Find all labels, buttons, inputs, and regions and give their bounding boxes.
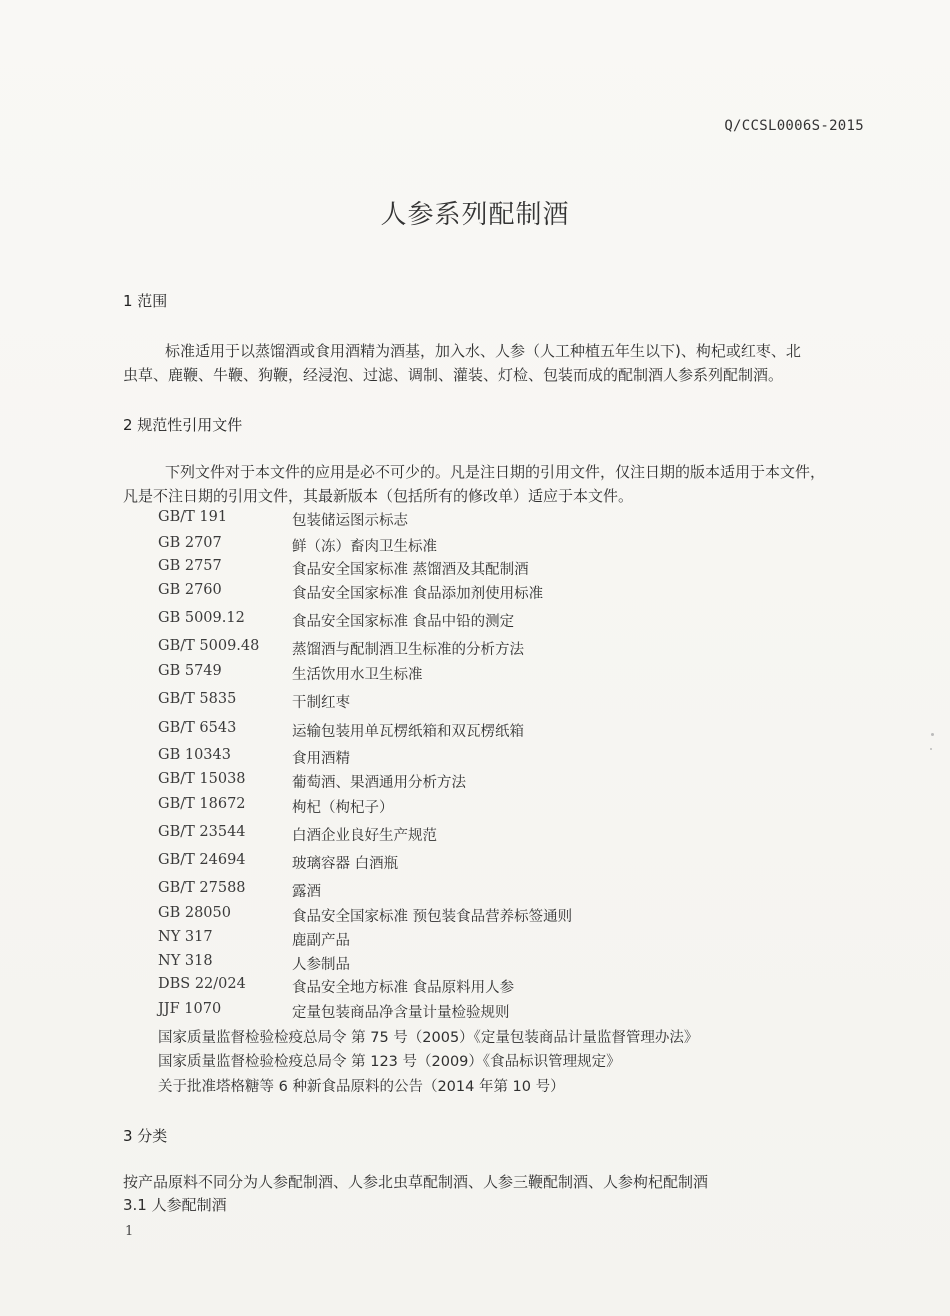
reference-title: 葡萄酒、果酒通用分析方法 xyxy=(292,775,466,791)
reference-title: 定量包装商品净含量计量检验规则 xyxy=(292,1005,510,1021)
section-1-paragraph-line-2: 虫草、鹿鞭、牛鞭、狗鞭，经浸泡、过滤、调制、灌装、灯检、包装而成的配制酒人参系列配制酒。 xyxy=(123,366,784,384)
section-2-intro-line-1: 下列文件对于本文件的应用是必不可少的。凡是注日期的引用文件，仅注日期的版本适用于本文件， xyxy=(165,463,826,481)
reference-code: NY 317 xyxy=(158,929,213,945)
reference-code: GB 2757 xyxy=(158,558,222,574)
page-number: 1 xyxy=(125,1224,134,1239)
section-2-intro-line-2: 凡是不注日期的引用文件，其最新版本（包括所有的修改单）适应于本文件。 xyxy=(123,487,634,505)
reference-title: 食品安全地方标准 食品原料用人参 xyxy=(292,980,515,996)
reference-title: 包装储运图示标志 xyxy=(292,513,408,529)
reference-code: GB/T 15038 xyxy=(158,771,246,787)
section-2-heading: 2 规范性引用文件 xyxy=(123,416,243,434)
reference-code: GB/T 5009.48 xyxy=(158,638,260,654)
section-3-line-1: 按产品原料不同分为人参配制酒、人参北虫草配制酒、人参三鞭配制酒、人参枸杞配制酒 xyxy=(123,1173,709,1191)
reference-title: 人参制品 xyxy=(292,957,350,973)
reference-code: GB 5009.12 xyxy=(158,610,245,626)
reference-code: GB 2707 xyxy=(158,535,222,551)
reference-title: 食品安全国家标准 食品中铅的测定 xyxy=(292,614,515,630)
decree-line: 关于批准塔格糖等 6 种新食品原料的公告（2014 年第 10 号） xyxy=(158,1079,565,1095)
scan-speck xyxy=(930,748,932,750)
reference-title: 食品安全国家标准 蒸馏酒及其配制酒 xyxy=(292,562,529,578)
reference-title: 露酒 xyxy=(292,884,321,900)
section-3-heading: 3 分类 xyxy=(123,1127,168,1145)
reference-code: GB 10343 xyxy=(158,747,231,763)
document-title: 人参系列配制酒 xyxy=(380,200,570,230)
scan-speck xyxy=(931,733,934,736)
reference-code: GB/T 18672 xyxy=(158,796,246,812)
reference-title: 食用酒精 xyxy=(292,751,350,767)
reference-title: 食品安全国家标准 食品添加剂使用标准 xyxy=(292,586,544,602)
reference-code: JJF 1070 xyxy=(158,1001,222,1017)
decree-line: 国家质量监督检验检疫总局令 第 75 号（2005）《定量包装商品计量监督管理办法》 xyxy=(158,1030,699,1046)
reference-code: GB 28050 xyxy=(158,905,231,921)
section-1-paragraph-line-1: 标准适用于以蒸馏酒或食用酒精为酒基，加入水、人参（人工种植五年生以下)、枸杞或红枣、北 xyxy=(165,342,801,360)
reference-code: GB 2760 xyxy=(158,582,222,598)
reference-code: GB/T 23544 xyxy=(158,824,246,840)
decree-line: 国家质量监督检验检疫总局令 第 123 号（2009）《食品标识管理规定》 xyxy=(158,1054,621,1070)
reference-code: GB 5749 xyxy=(158,663,222,679)
section-3-1-subheading: 3.1 人参配制酒 xyxy=(123,1196,227,1214)
reference-title: 运输包装用单瓦楞纸箱和双瓦楞纸箱 xyxy=(292,724,524,740)
reference-code: DBS 22/024 xyxy=(158,976,246,992)
reference-title: 玻璃容器 白酒瓶 xyxy=(292,856,399,872)
reference-title: 生活饮用水卫生标准 xyxy=(292,667,423,683)
reference-code: GB/T 6543 xyxy=(158,720,237,736)
reference-title: 鲜（冻）畜肉卫生标准 xyxy=(292,539,437,555)
section-1-heading: 1 范围 xyxy=(123,292,168,310)
reference-title: 枸杞（枸杞子） xyxy=(292,800,394,816)
reference-code: NY 318 xyxy=(158,953,213,969)
reference-title: 蒸馏酒与配制酒卫生标准的分析方法 xyxy=(292,642,524,658)
reference-title: 鹿副产品 xyxy=(292,933,350,949)
reference-code: GB/T 191 xyxy=(158,509,228,525)
reference-code: GB/T 5835 xyxy=(158,691,237,707)
reference-title: 干制红枣 xyxy=(292,695,350,711)
reference-code: GB/T 24694 xyxy=(158,852,246,868)
reference-title: 白酒企业良好生产规范 xyxy=(292,828,437,844)
reference-code: GB/T 27588 xyxy=(158,880,246,896)
document-number: Q/CCSL0006S-2015 xyxy=(724,118,864,134)
reference-title: 食品安全国家标准 预包装食品营养标签通则 xyxy=(292,909,573,925)
